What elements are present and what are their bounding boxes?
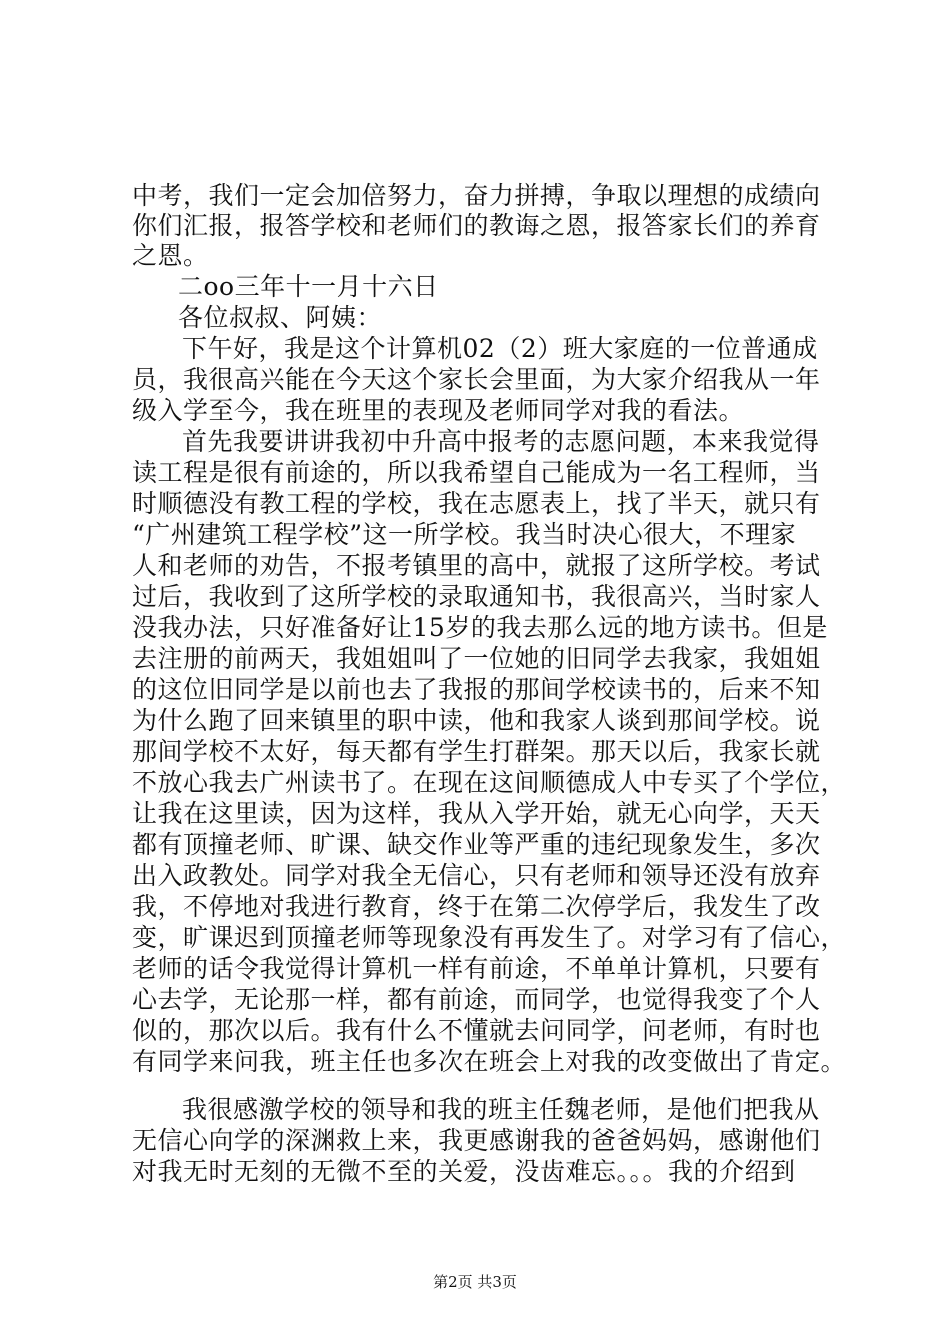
- text-line: 我很感激学校的领导和我的班主任魏老师，是他们把我从: [182, 1095, 820, 1124]
- text-line: 去注册的前两天，我姐姐叫了一位她的旧同学去我家，我姐姐: [132, 644, 821, 673]
- text-line: 中考，我们一定会加倍努力，奋力拼搏，争取以理想的成绩向: [132, 181, 821, 210]
- text-line: 过后，我收到了这所学校的录取通知书，我很高兴，当时家人: [132, 582, 821, 611]
- text-line: 读工程是很有前途的，所以我希望自己能成为一名工程师，当: [132, 458, 821, 487]
- text-line: 那间学校不太好，每天都有学生打群架。那天以后，我家长就: [132, 737, 821, 766]
- text-line: 人和老师的劝告，不报考镇里的高中，就报了这所学校。考试: [132, 551, 821, 580]
- text-line: “广州建筑工程学校”这一所学校。我当时决心很大，不理家: [132, 520, 797, 549]
- text-line: 你们汇报，报答学校和老师们的教诲之恩，报答家长们的养育: [132, 211, 821, 240]
- text-line: 员，我很高兴能在今天这个家长会里面，为大家介绍我从一年: [132, 365, 821, 394]
- text-line: 似的，那次以后。我有什么不懂就去问同学，问老师，有时也: [132, 1016, 821, 1045]
- date-line: 二oo三年十一月十六日: [178, 272, 439, 301]
- text-line: 之恩。: [132, 241, 209, 270]
- text-line: 没我办法，只好准备好让15岁的我去那么远的地方读书。但是: [132, 613, 828, 642]
- text-line: 老师的话令我觉得计算机一样有前途，不单单计算机，只要有: [132, 954, 821, 983]
- text-line: 对我无时无刻的无微不至的关爱，没齿难忘。。。我的介绍到: [132, 1157, 796, 1186]
- text-line: 无信心向学的深渊救上来，我更感谢我的爸爸妈妈，感谢他们: [132, 1126, 821, 1155]
- text-line: 时顺德没有教工程的学校，我在志愿表上，找了半天，就只有: [132, 489, 821, 518]
- text-line: 为什么跑了回来镇里的职中读，他和我家人谈到那间学校。说: [132, 706, 821, 735]
- text-line: 不放心我去广州读书了。在现在这间顺德成人中专买了个学位，: [132, 768, 847, 797]
- salutation: 各位叔叔、阿姨：: [178, 303, 383, 332]
- text-line: 我，不停地对我进行教育，终于在第二次停学后，我发生了改: [132, 892, 821, 921]
- text-line: 出入政教处。同学对我全无信心，只有老师和领导还没有放弃: [132, 861, 821, 890]
- page-footer: 第2页 共3页: [433, 1273, 517, 1291]
- text-line: 首先我要讲讲我初中升高中报考的志愿问题，本来我觉得: [182, 427, 820, 456]
- text-line: 都有顶撞老师、旷课、缺交作业等严重的违纪现象发生，多次: [132, 830, 821, 859]
- text-line: 让我在这里读，因为这样，我从入学开始，就无心向学，天天: [132, 799, 821, 828]
- text-line: 心去学，无论那一样，都有前途，而同学，也觉得我变了个人: [132, 985, 821, 1014]
- text-line: 级入学至今，我在班里的表现及老师同学对我的看法。: [132, 396, 745, 425]
- text-line: 有同学来问我，班主任也多次在班会上对我的改变做出了肯定。: [132, 1047, 847, 1076]
- text-line: 变，旷课迟到顶撞老师等现象没有再发生了。对学习有了信心，: [132, 923, 847, 952]
- text-line: 的这位旧同学是以前也去了我报的那间学校读书的，后来不知: [132, 675, 821, 704]
- text-line: 下午好，我是这个计算机02（2）班大家庭的一位普通成: [182, 334, 818, 363]
